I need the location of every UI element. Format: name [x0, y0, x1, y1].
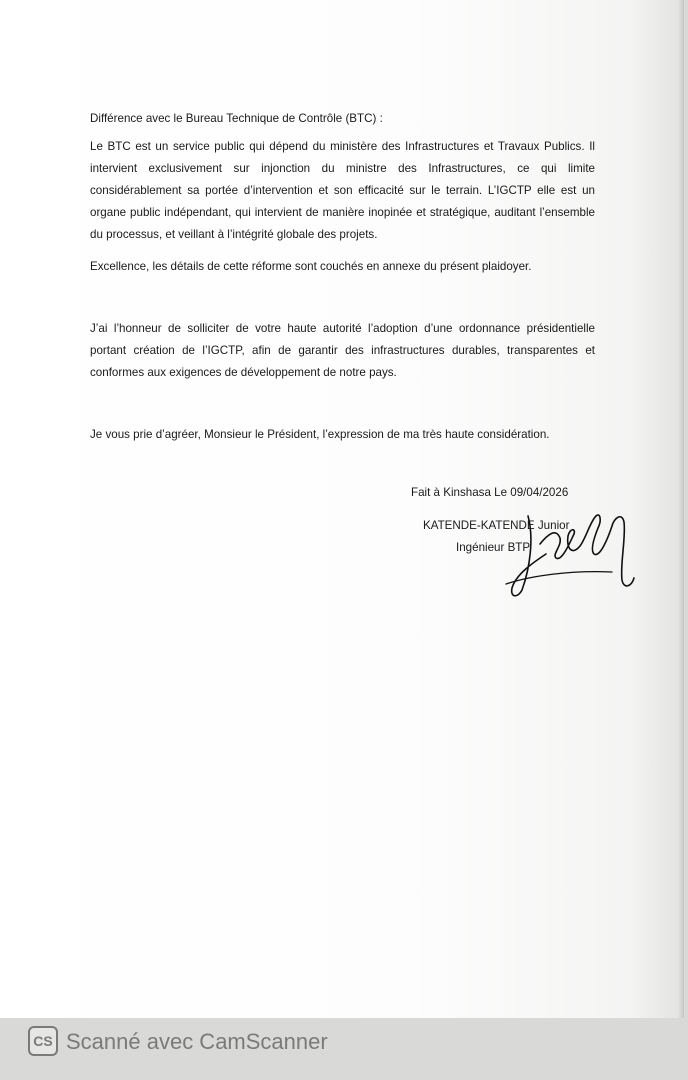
- camscanner-logo-icon: CS: [28, 1026, 58, 1056]
- paragraph-annex-note: Excellence, les détails de cette réforme sont couchés en annexe du présent plaidoyer.: [90, 260, 532, 273]
- paragraph-request: J’ai l’honneur de solliciter de votre haute autorité l’adoption d’une ordonnance présidentielle portant création de l’IGCTP, afin de garantir des infrastructures durables, transparentes et conformes aux exigences de développement de notre pays.: [90, 322, 595, 379]
- paragraph-closing-formula: Je vous prie d’agréer, Monsieur le Président, l’expression de ma très haute considération.: [90, 428, 550, 441]
- paragraph-btc-comparison: Le BTC est un service public qui dépend du ministère des Infrastructures et Travaux Publics. Il intervient exclusivement sur injonction du ministre des Infrastructures, ce qui limite considérablement sa portée d’intervention et son efficacité sur le terrain. L’IGCTP elle est un organe public indépendant, qui intervient de manière inopinée et stratégique, auditant l’ensemble du processus, et veillant à l’intégrité globale des projets.: [90, 140, 595, 241]
- camscanner-watermark-text: Scanné avec CamScanner: [66, 1029, 328, 1054]
- signer-name: KATENDE-KATENDE Junior: [423, 519, 570, 532]
- place-and-date: Fait à Kinshasa Le 09/04/2026: [411, 486, 569, 499]
- section-heading: Différence avec le Bureau Technique de Contrôle (BTC) :: [90, 112, 383, 125]
- handwritten-signature: [500, 498, 640, 608]
- signer-title: Ingénieur BTP: [456, 541, 531, 554]
